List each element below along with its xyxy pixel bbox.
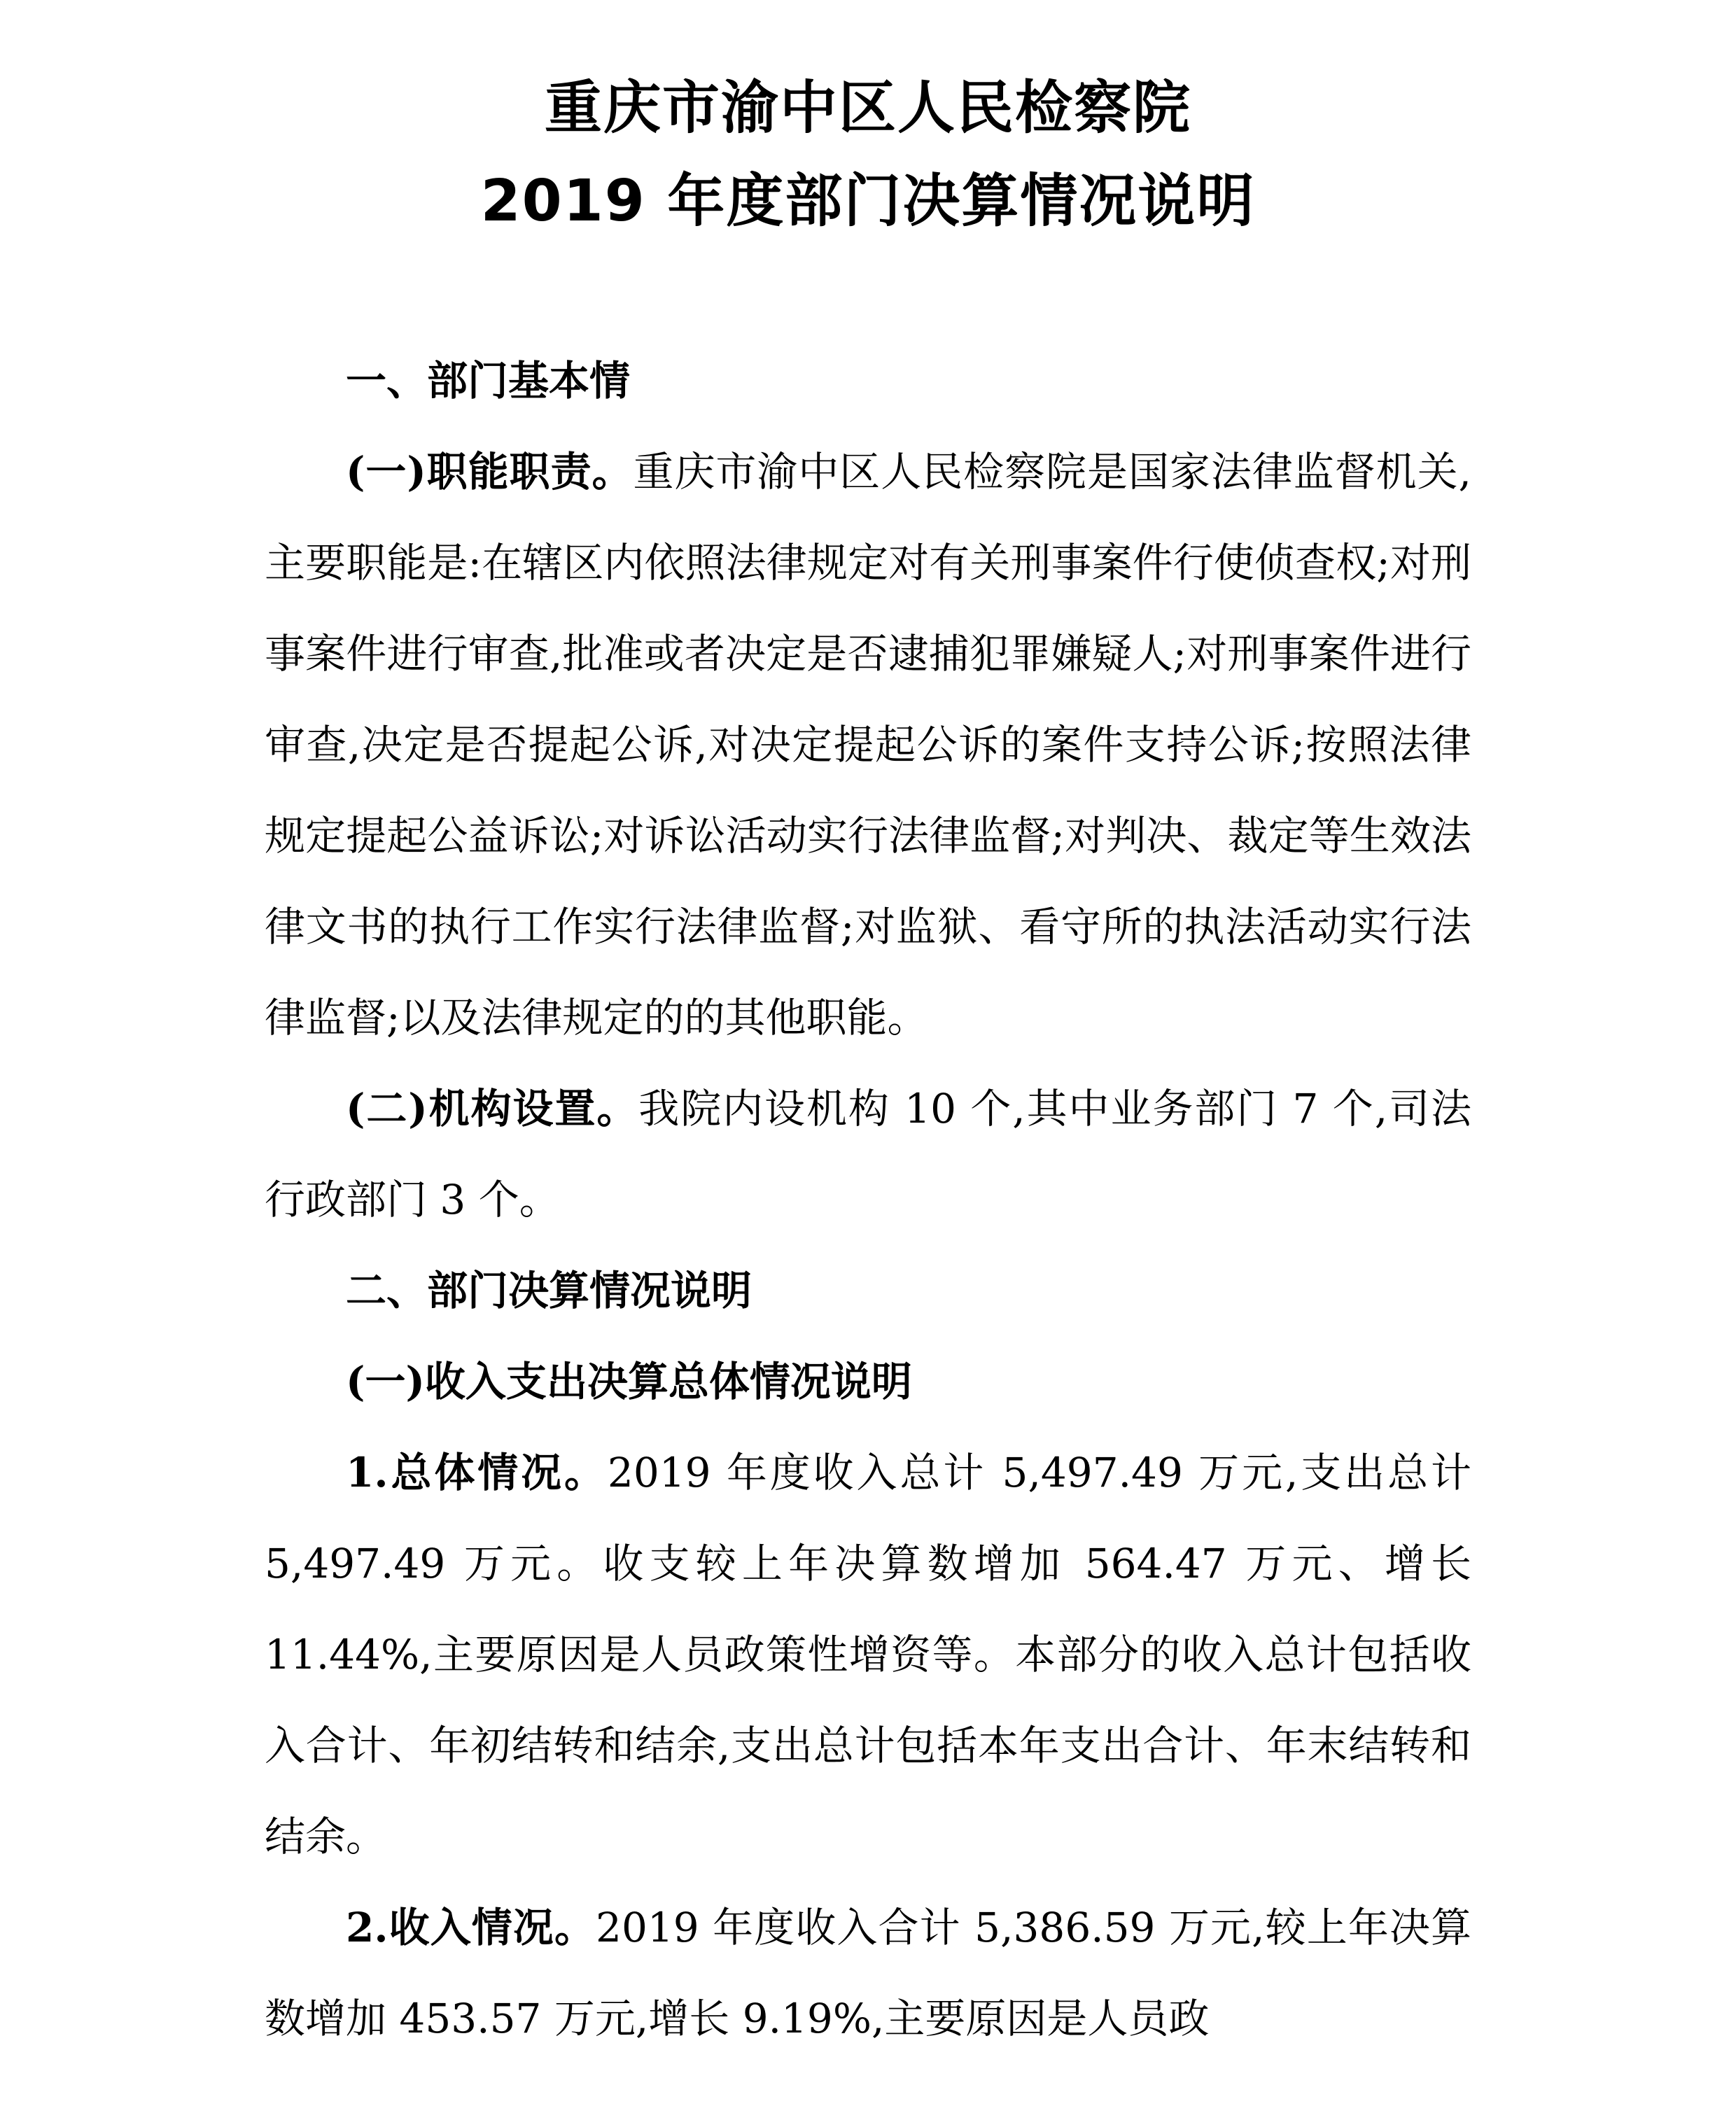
paragraph-overall-situation-lead: 1.总体情况。	[346, 1449, 608, 1496]
paragraph-income-situation-lead: 2.收入情况。	[346, 1904, 596, 1951]
paragraph-income-situation	[265, 1882, 1471, 2064]
document-body	[265, 335, 1471, 2064]
title-line-2: 2019 年度部门决算情况说明	[480, 168, 1256, 234]
paragraph-organization-lead: (二)机构设置。	[346, 1085, 639, 1132]
section-heading-final-accounts	[265, 1245, 1471, 1336]
document-content	[265, 0, 1471, 2064]
paragraph-duties-text: 重庆市渝中区人民检察院是国家法律监督机关,主要职能是:在辖区内依照法律规定对有关刑事案件行使侦查权;对刑事案件进行审查,批准或者决定是否逮捕犯罪嫌疑人;对刑事案件进行审查,决定是否提起公诉,对决定提起公诉的案件支持公诉;按照法律规定提起公益诉讼;对诉讼活动实行法律监督;对判决、裁定等生效法律文书的执行工作实行法律监督;对监狱、看守所的执法活动实行法律监督;以及法律规定的的其他职能。	[265, 448, 1471, 1041]
paragraph-duties	[265, 426, 1471, 1063]
paragraph-duties-lead: (一)职能职责。	[346, 448, 634, 496]
paragraph-overall-situation	[265, 1427, 1471, 1882]
subsection-heading-income-expense-text: (一)收入支出决算总体情况说明	[346, 1358, 912, 1405]
paragraph-organization	[265, 1063, 1471, 1245]
section-heading-basic-info-text: 一、部门基本情	[346, 357, 631, 405]
document-title	[265, 62, 1471, 248]
subsection-heading-income-expense	[265, 1336, 1471, 1427]
paragraph-overall-situation-text: 2019 年度收入总计 5,497.49 万元,支出总计 5,497.49 万元。收支较上年决算数增加 564.47 万元、增长 11.44%,主要原因是人员政策性增资等。本部分的收入总计包括收入合计、年初结转和结余,支出总计包括本年支出合计、年末结转和结余。	[265, 1449, 1471, 1860]
paragraph-income-situation-text: 2019 年度收入合计 5,386.59 万元,较上年决算数增加 453.57 万元,增长 9.19%,主要原因是人员政	[265, 1904, 1471, 2042]
section-heading-final-accounts-text: 二、部门决算情况说明	[346, 1267, 752, 1314]
section-heading-basic-info	[265, 335, 1471, 426]
paragraph-organization-text: 我院内设机构 10 个,其中业务部门 7 个,司法行政部门 3 个。	[265, 1085, 1471, 1223]
title-line-1: 重庆市渝中区人民检察院	[544, 75, 1191, 141]
